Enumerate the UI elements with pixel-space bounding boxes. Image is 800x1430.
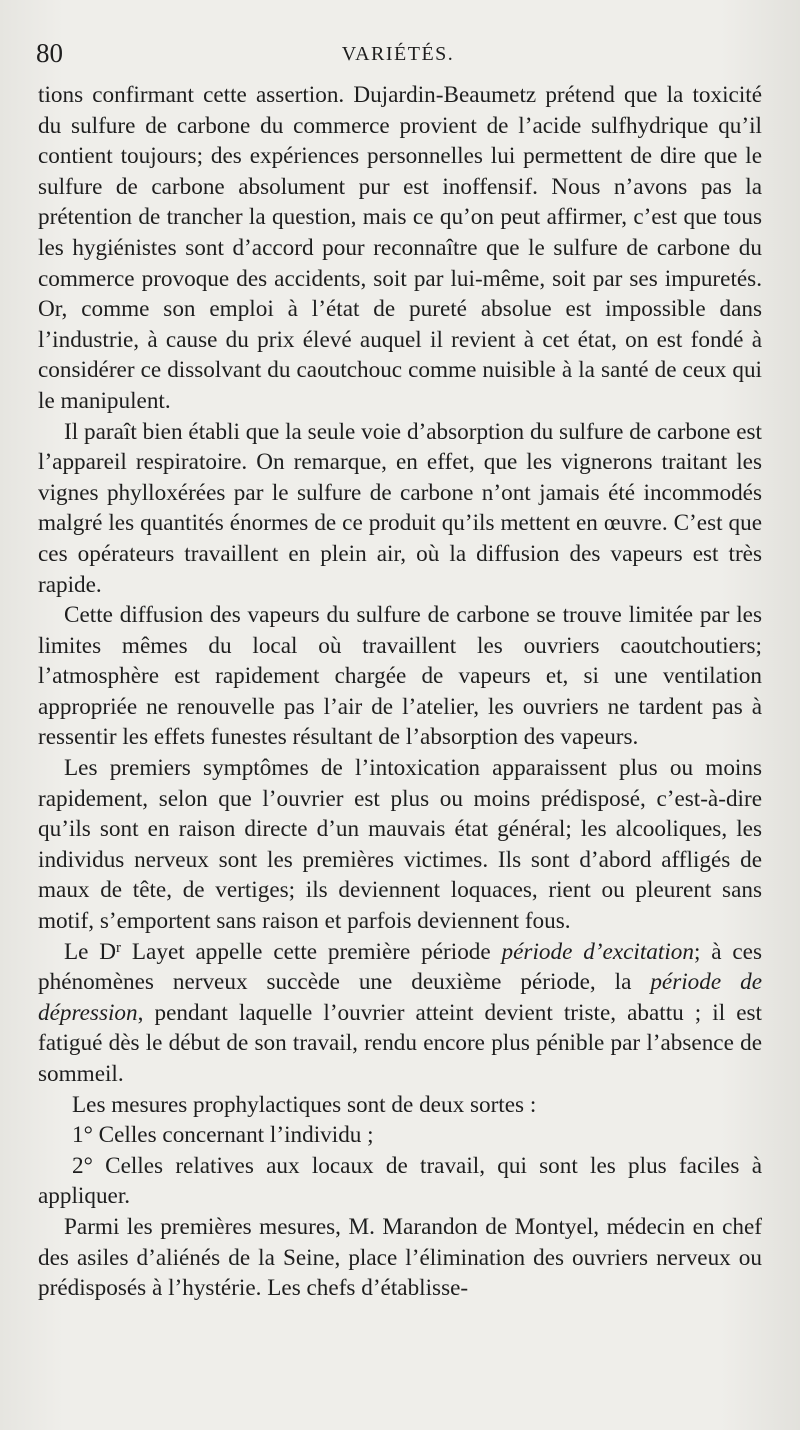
paragraph-5-middle: ; à ces phénomènes nerveux succède une deuxième période, la	[38, 938, 762, 996]
paragraph-1: tions confirmant cette assertion. Dujardin-Beaumetz prétend que la toxicité du sulfure de carbone du commerce provient de l’acide sulfhydrique qu’il contient toujours; des expériences personnelles lui permettent de dire que le sulfure de carbone absolument pur est inoffensif. Nous n’avons pas la prétention de trancher la question, mais ce qu’on peut affirmer, c’est que tous les hygiénistes sont d’accord pour reconnaître que le sulfure de carbone du commerce provoque des accidents, soit par lui-même, soit par ses impuretés. Or, comme son emploi à l’état de pureté absolue est impossible dans l’industrie, à cause du prix élevé auquel il revient à cet état, on est fondé à considérer ce dissolvant du caoutchouc comme nuisible à la santé de ceux qui le manipulent.	[38, 82, 762, 414]
paragraph-5-start: Le D	[64, 938, 117, 965]
paragraph-7: Parmi les premières mesures, M. Marandon de Montyel, médecin en chef des asiles d’aliénés de la Seine, place l’élimination des ouvriers nerveux ou prédisposés à l’hystérie. Les chefs d’établisse-	[38, 1213, 762, 1302]
paragraph-5-end: , pendant laquelle l’ouvrier atteint devient triste, abattu ; il est fatigué dès le début de son travail, rendu encore plus pénible par l’absence de sommeil.	[38, 999, 762, 1087]
paragraph-2: Il paraît bien établi que la seule voie d’absorption du sulfure de carbone est l’appareil respiratoire. On remarque, en effet, que les vignerons traitant les vignes phylloxérées par le sulfure de carbone n’ont jamais été incommodés malgré les quantités énormes de ce produit qu’ils mettent en œuvre. C’est que ces opérateurs travaillent en plein air, où la diffusion des vapeurs est très rapide.	[38, 418, 762, 598]
body-text	[38, 80, 762, 1304]
list-item-1: 1° Celles concernant l’individu ;	[72, 1122, 374, 1149]
superscript-r: r	[116, 939, 122, 956]
page-header	[36, 36, 760, 70]
paragraph-5-text: Layet appelle cette première période	[121, 938, 502, 965]
paragraph-4: Les premiers symptômes de l’intoxication apparaissent plus ou moins rapidement, selon que l’ouvrier est plus ou moins prédisposé, c’est-à-dire qu’ils sont en raison directe d’un mauvais état général; les alcooliques, les individus nerveux sont les premières victimes. Ils sont d’abord affligés de maux de tête, de vertiges; ils deviennent loquaces, rient ou pleurent sans motif, s’emportent sans raison et parfois deviennent fous.	[38, 755, 762, 935]
paragraph-5	[38, 937, 762, 1090]
page-number: 80	[36, 38, 63, 68]
paragraph-3: Cette diffusion des vapeurs du sulfure de carbone se trouve limitée par les limites mêmes du local où travaillent les ouvriers caoutchoutiers; l’atmosphère est rapidement chargée de vapeurs et, si une ventilation appropriée ne renouvelle pas l’air de l’atelier, les ouvriers ne tardent pas à ressentir les effets funestes résultant de l’absorption des vapeurs.	[38, 602, 762, 751]
italic-term-excitation: période d’excitation	[501, 938, 694, 965]
list-item-2: 2° Celles relatives aux locaux de travail, qui sont les plus faciles à appliquer.	[38, 1152, 762, 1210]
paragraph-6: Les mesures prophylactiques sont de deux sortes :	[72, 1091, 537, 1118]
running-head: VARIÉTÉS.	[341, 43, 455, 65]
italic-term-depression: période de dépression	[38, 969, 762, 1026]
